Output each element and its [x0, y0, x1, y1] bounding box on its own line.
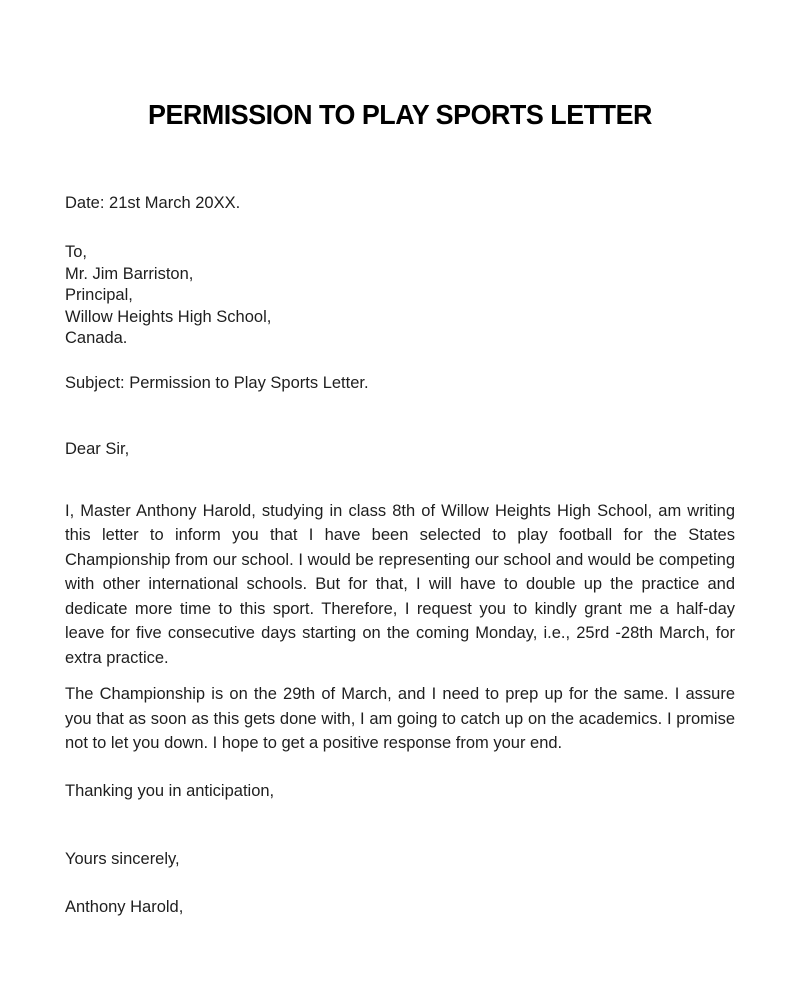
body-paragraph-2: The Championship is on the 29th of March, and I need to prep up for the same. I assure you that as soon as this gets done with, I am going to catch up on the academics. I promise not to let you down. I hope to get a positive response from your end.	[65, 685, 735, 752]
subject-line: Subject: Permission to Play Sports Letter.	[65, 373, 369, 392]
recipient-line-school: Willow Heights High School,	[65, 307, 272, 326]
closing-signoff: Yours sincerely,	[65, 849, 180, 868]
salutation: Dear Sir,	[65, 439, 130, 458]
closing-thanks: Thanking you in anticipation,	[65, 781, 275, 800]
letter-title: PERMISSION TO PLAY SPORTS LETTER	[148, 99, 652, 130]
recipient-line-to: To,	[65, 243, 88, 261]
recipient-block	[65, 242, 735, 350]
recipient-line-country: Canada.	[65, 329, 128, 347]
recipient-line-name: Mr. Jim Barriston,	[65, 264, 194, 283]
body-paragraph-1: I, Master Anthony Harold, studying in class 8th of Willow Heights High School, am writing this letter to inform you that I have been selected to play football for the States Championship from our school. I would be representing our school and would be competing with other international schools. But for that, I will have to double up the practice and dedicate more time to this sport. Therefore, I request you to kindly grant me a half-day leave for five consecutive days starting on the coming Monday, i.e., 25rd -28th March, for extra practice.	[65, 501, 735, 667]
date-line: Date: 21st March 20XX.	[65, 194, 241, 212]
recipient-line-role: Principal,	[65, 286, 133, 304]
signature-name: Anthony Harold,	[65, 897, 184, 916]
